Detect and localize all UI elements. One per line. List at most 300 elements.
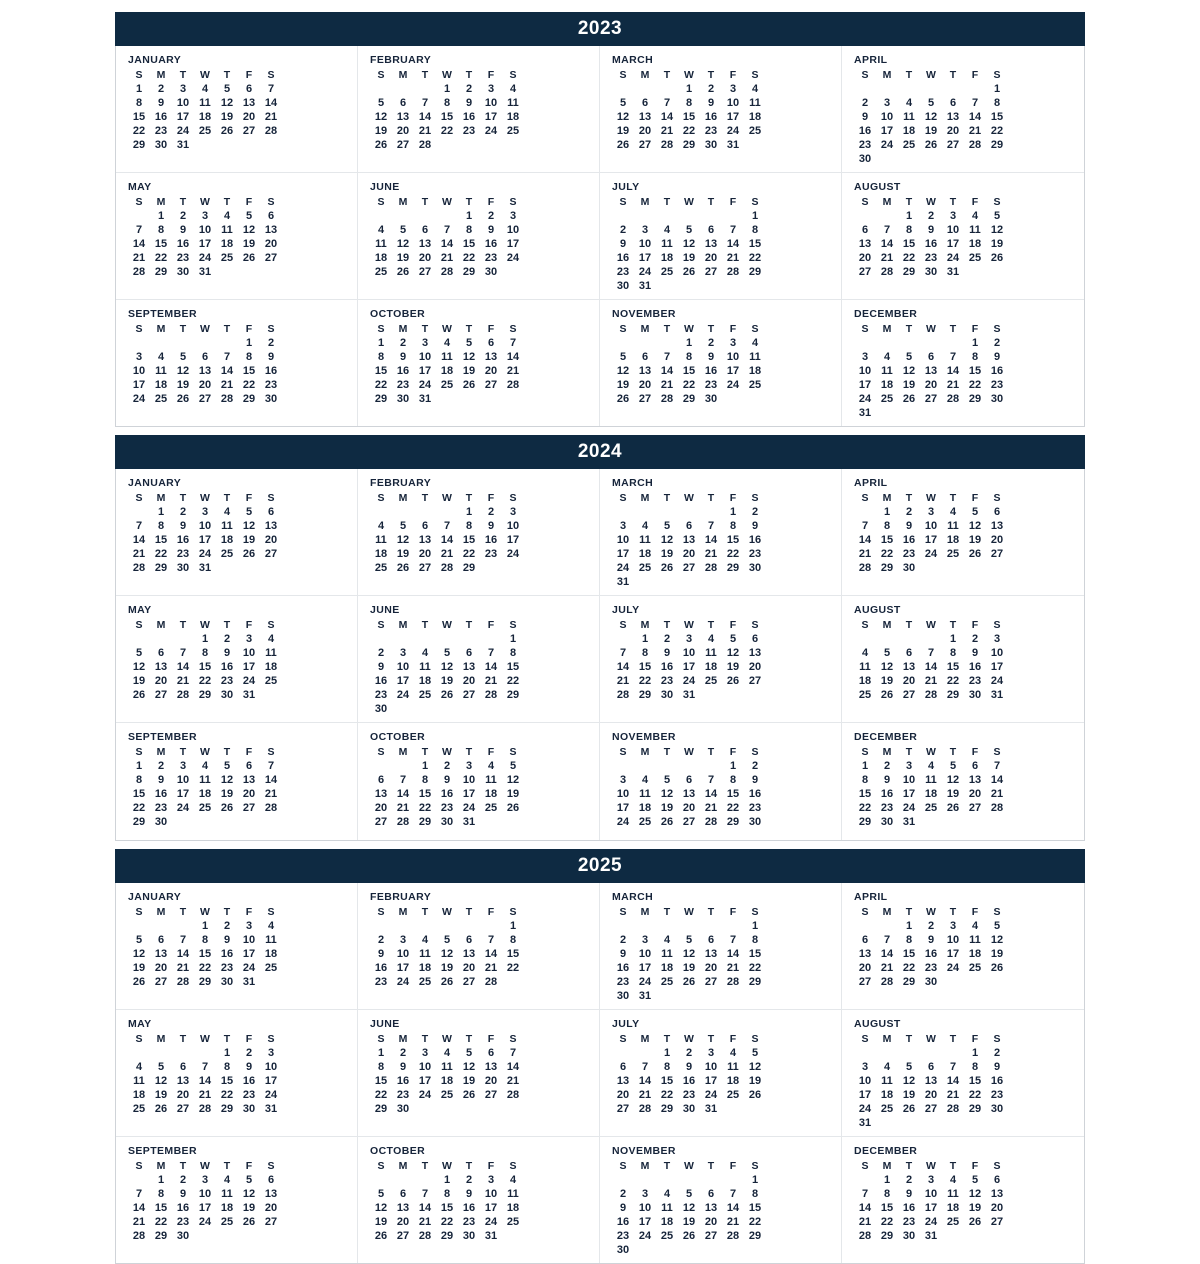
day-cell[interactable]: 11 [881, 365, 893, 377]
day-cell[interactable]: 28 [968, 139, 982, 151]
day-cell[interactable]: 10 [682, 647, 696, 659]
day-cell[interactable]: 12 [396, 238, 410, 250]
day-cell[interactable]: 17 [946, 948, 960, 960]
day-cell[interactable]: 12 [220, 774, 234, 786]
day-cell[interactable]: 31 [638, 990, 652, 1002]
day-cell[interactable]: 17 [484, 111, 498, 123]
day-cell[interactable]: 30 [616, 1244, 630, 1256]
day-cell[interactable]: 12 [924, 111, 938, 123]
day-cell[interactable]: 2 [223, 633, 231, 645]
day-cell[interactable]: 28 [704, 816, 718, 828]
day-cell[interactable]: 4 [751, 83, 759, 95]
day-cell[interactable]: 7 [443, 224, 451, 236]
day-cell[interactable]: 2 [883, 760, 891, 772]
month-cell-may-2024[interactable] [116, 596, 358, 723]
day-cell[interactable]: 14 [132, 238, 146, 250]
day-cell[interactable]: 16 [924, 238, 938, 250]
day-cell[interactable]: 6 [245, 760, 253, 772]
day-cell[interactable]: 22 [726, 548, 740, 560]
day-cell[interactable]: 2 [223, 920, 231, 932]
day-cell[interactable]: 6 [641, 97, 649, 109]
day-cell[interactable]: 4 [487, 760, 495, 772]
day-cell[interactable]: 22 [198, 962, 212, 974]
day-cell[interactable]: 27 [858, 976, 872, 988]
day-cell[interactable]: 16 [682, 1075, 696, 1087]
day-cell[interactable]: 2 [443, 760, 451, 772]
day-cell[interactable]: 24 [484, 125, 498, 137]
day-cell[interactable]: 27 [638, 139, 652, 151]
day-cell[interactable]: 30 [748, 816, 762, 828]
day-cell[interactable]: 16 [462, 111, 476, 123]
day-cell[interactable]: 21 [506, 365, 520, 377]
day-cell[interactable]: 23 [748, 548, 762, 560]
day-cell[interactable]: 10 [264, 1061, 278, 1073]
day-cell[interactable]: 4 [421, 647, 429, 659]
day-cell[interactable]: 8 [971, 1061, 979, 1073]
day-cell[interactable]: 25 [264, 962, 278, 974]
day-cell[interactable]: 13 [946, 111, 960, 123]
day-cell[interactable]: 16 [704, 111, 718, 123]
day-cell[interactable]: 22 [990, 125, 1004, 137]
day-cell[interactable]: 7 [949, 351, 957, 363]
day-cell[interactable]: 26 [968, 548, 982, 560]
day-cell[interactable]: 15 [154, 1202, 168, 1214]
day-cell[interactable]: 13 [374, 788, 388, 800]
day-cell[interactable]: 12 [374, 1202, 388, 1214]
day-cell[interactable]: 27 [264, 548, 278, 560]
day-cell[interactable]: 28 [704, 562, 718, 574]
day-cell[interactable]: 16 [176, 534, 190, 546]
day-cell[interactable]: 24 [682, 675, 696, 687]
day-cell[interactable]: 15 [374, 365, 388, 377]
day-cell[interactable]: 13 [990, 1188, 1004, 1200]
day-cell[interactable]: 28 [132, 266, 146, 278]
day-cell[interactable]: 10 [726, 351, 740, 363]
day-cell[interactable]: 21 [660, 379, 674, 391]
day-cell[interactable]: 2 [399, 1047, 407, 1059]
day-cell[interactable]: 25 [418, 689, 432, 701]
day-cell[interactable]: 6 [399, 97, 407, 109]
day-cell[interactable]: 9 [993, 351, 1001, 363]
day-cell[interactable]: 18 [638, 548, 652, 560]
day-cell[interactable]: 2 [619, 224, 627, 236]
day-cell[interactable]: 5 [993, 210, 1001, 222]
day-cell[interactable]: 13 [484, 1061, 498, 1073]
day-cell[interactable]: 21 [418, 125, 432, 137]
day-cell[interactable]: 30 [176, 1230, 190, 1242]
day-cell[interactable]: 8 [245, 351, 253, 363]
day-cell[interactable]: 21 [946, 379, 960, 391]
day-cell[interactable]: 6 [685, 520, 693, 532]
day-cell[interactable]: 10 [396, 661, 410, 673]
day-cell[interactable]: 17 [616, 802, 630, 814]
day-cell[interactable]: 6 [619, 1061, 627, 1073]
day-cell[interactable]: 11 [661, 1202, 673, 1214]
day-cell[interactable]: 14 [880, 238, 894, 250]
day-cell[interactable]: 7 [861, 520, 869, 532]
day-cell[interactable]: 22 [154, 252, 168, 264]
day-cell[interactable]: 7 [487, 647, 495, 659]
day-cell[interactable]: 9 [223, 934, 231, 946]
day-cell[interactable]: 16 [176, 1202, 190, 1214]
day-cell[interactable]: 17 [264, 1075, 278, 1087]
day-cell[interactable]: 31 [176, 139, 190, 151]
day-cell[interactable]: 6 [487, 337, 495, 349]
day-cell[interactable]: 26 [902, 393, 916, 405]
day-cell[interactable]: 23 [220, 675, 234, 687]
day-cell[interactable]: 8 [465, 520, 473, 532]
day-cell[interactable]: 26 [396, 266, 410, 278]
day-cell[interactable]: 12 [374, 111, 388, 123]
day-cell[interactable]: 8 [905, 934, 913, 946]
day-cell[interactable]: 4 [135, 1061, 143, 1073]
day-cell[interactable]: 1 [729, 506, 737, 518]
day-cell[interactable]: 18 [660, 962, 674, 974]
day-cell[interactable]: 13 [924, 1075, 938, 1087]
day-cell[interactable]: 18 [198, 788, 212, 800]
day-cell[interactable]: 18 [418, 962, 432, 974]
day-cell[interactable]: 5 [135, 647, 143, 659]
day-cell[interactable]: 7 [949, 1061, 957, 1073]
day-cell[interactable]: 17 [198, 1202, 212, 1214]
day-cell[interactable]: 11 [419, 948, 431, 960]
day-cell[interactable]: 15 [946, 661, 960, 673]
month-cell-july-2024[interactable] [600, 596, 842, 723]
day-cell[interactable]: 1 [421, 760, 429, 772]
day-cell[interactable]: 11 [661, 948, 673, 960]
day-cell[interactable]: 6 [993, 506, 1001, 518]
month-cell-april-2023[interactable] [842, 46, 1084, 173]
day-cell[interactable]: 21 [946, 1089, 960, 1101]
day-cell[interactable]: 6 [993, 1174, 1001, 1186]
day-cell[interactable]: 24 [638, 266, 652, 278]
day-cell[interactable]: 1 [509, 920, 517, 932]
day-cell[interactable]: 29 [726, 562, 740, 574]
day-cell[interactable]: 5 [245, 506, 253, 518]
day-cell[interactable]: 5 [883, 647, 891, 659]
day-cell[interactable]: 22 [660, 1089, 674, 1101]
day-cell[interactable]: 11 [969, 934, 981, 946]
month-cell-october-2023[interactable] [358, 300, 600, 426]
day-cell[interactable]: 23 [154, 125, 168, 137]
day-cell[interactable]: 30 [704, 139, 718, 151]
month-cell-september-2025[interactable] [116, 1137, 358, 1263]
day-cell[interactable]: 2 [267, 337, 275, 349]
day-cell[interactable]: 23 [682, 1089, 696, 1101]
month-cell-july-2025[interactable] [600, 1010, 842, 1137]
day-cell[interactable]: 8 [729, 774, 737, 786]
day-cell[interactable]: 28 [484, 689, 498, 701]
day-cell[interactable]: 12 [946, 774, 960, 786]
day-cell[interactable]: 12 [660, 788, 674, 800]
day-cell[interactable]: 30 [968, 689, 982, 701]
day-cell[interactable]: 20 [924, 1089, 938, 1101]
day-cell[interactable]: 2 [663, 633, 671, 645]
day-cell[interactable]: 7 [509, 1047, 517, 1059]
day-cell[interactable]: 2 [179, 506, 187, 518]
day-cell[interactable]: 8 [377, 351, 385, 363]
day-cell[interactable]: 7 [223, 351, 231, 363]
day-cell[interactable]: 7 [883, 224, 891, 236]
day-cell[interactable]: 5 [377, 1188, 385, 1200]
day-cell[interactable]: 25 [220, 548, 234, 560]
day-cell[interactable]: 16 [220, 948, 234, 960]
day-cell[interactable]: 2 [179, 1174, 187, 1186]
day-cell[interactable]: 9 [157, 97, 165, 109]
day-cell[interactable]: 14 [440, 238, 454, 250]
day-cell[interactable]: 28 [264, 125, 278, 137]
day-cell[interactable]: 10 [990, 647, 1004, 659]
day-cell[interactable]: 3 [905, 760, 913, 772]
day-cell[interactable]: 7 [729, 1188, 737, 1200]
day-cell[interactable]: 18 [484, 788, 498, 800]
day-cell[interactable]: 12 [616, 365, 630, 377]
day-cell[interactable]: 13 [154, 661, 168, 673]
day-cell[interactable]: 31 [858, 1117, 872, 1129]
day-cell[interactable]: 5 [685, 1188, 693, 1200]
day-cell[interactable]: 2 [487, 506, 495, 518]
day-cell[interactable]: 21 [858, 1216, 872, 1228]
day-cell[interactable]: 17 [638, 252, 652, 264]
day-cell[interactable]: 15 [506, 948, 520, 960]
day-cell[interactable]: 1 [751, 920, 759, 932]
day-cell[interactable]: 7 [707, 520, 715, 532]
day-cell[interactable]: 14 [616, 661, 630, 673]
day-cell[interactable]: 11 [903, 111, 915, 123]
day-cell[interactable]: 26 [396, 562, 410, 574]
day-cell[interactable]: 7 [663, 351, 671, 363]
day-cell[interactable]: 28 [220, 393, 234, 405]
day-cell[interactable]: 22 [462, 548, 476, 560]
day-cell[interactable]: 28 [176, 976, 190, 988]
day-cell[interactable]: 19 [902, 379, 916, 391]
day-cell[interactable]: 11 [947, 520, 959, 532]
day-cell[interactable]: 2 [707, 83, 715, 95]
day-cell[interactable]: 20 [154, 962, 168, 974]
day-cell[interactable]: 14 [396, 788, 410, 800]
day-cell[interactable]: 29 [198, 689, 212, 701]
day-cell[interactable]: 25 [660, 266, 674, 278]
day-cell[interactable]: 26 [374, 139, 388, 151]
day-cell[interactable]: 17 [924, 1202, 938, 1214]
day-cell[interactable]: 15 [990, 111, 1004, 123]
day-cell[interactable]: 13 [682, 534, 696, 546]
day-cell[interactable]: 20 [616, 1089, 630, 1101]
day-cell[interactable]: 21 [440, 252, 454, 264]
month-cell-june-2024[interactable] [358, 596, 600, 723]
day-cell[interactable]: 27 [682, 562, 696, 574]
day-cell[interactable]: 24 [924, 1216, 938, 1228]
day-cell[interactable]: 21 [726, 1216, 740, 1228]
day-cell[interactable]: 8 [641, 647, 649, 659]
day-cell[interactable]: 18 [132, 1089, 146, 1101]
day-cell[interactable]: 10 [198, 1188, 212, 1200]
day-cell[interactable]: 19 [506, 788, 520, 800]
day-cell[interactable]: 17 [682, 661, 696, 673]
day-cell[interactable]: 18 [968, 948, 982, 960]
day-cell[interactable]: 27 [924, 393, 938, 405]
day-cell[interactable]: 3 [861, 351, 869, 363]
day-cell[interactable]: 7 [487, 934, 495, 946]
month-cell-september-2024[interactable] [116, 723, 358, 840]
day-cell[interactable]: 3 [641, 1188, 649, 1200]
day-cell[interactable]: 21 [880, 252, 894, 264]
day-cell[interactable]: 9 [443, 774, 451, 786]
day-cell[interactable]: 4 [883, 1061, 891, 1073]
day-cell[interactable]: 22 [374, 1089, 388, 1101]
day-cell[interactable]: 9 [179, 520, 187, 532]
day-cell[interactable]: 17 [506, 238, 520, 250]
day-cell[interactable]: 10 [704, 1061, 718, 1073]
day-cell[interactable]: 6 [685, 774, 693, 786]
day-cell[interactable]: 25 [880, 393, 894, 405]
day-cell[interactable]: 8 [971, 351, 979, 363]
day-cell[interactable]: 1 [135, 760, 143, 772]
day-cell[interactable]: 26 [132, 689, 146, 701]
day-cell[interactable]: 15 [726, 534, 740, 546]
day-cell[interactable]: 23 [616, 266, 630, 278]
day-cell[interactable]: 31 [946, 266, 960, 278]
day-cell[interactable]: 16 [704, 365, 718, 377]
day-cell[interactable]: 5 [905, 1061, 913, 1073]
day-cell[interactable]: 28 [660, 393, 674, 405]
day-cell[interactable]: 22 [374, 379, 388, 391]
day-cell[interactable]: 22 [748, 252, 762, 264]
day-cell[interactable]: 23 [396, 379, 410, 391]
day-cell[interactable]: 10 [418, 1061, 432, 1073]
day-cell[interactable]: 18 [220, 534, 234, 546]
day-cell[interactable]: 4 [267, 633, 275, 645]
day-cell[interactable]: 6 [245, 83, 253, 95]
day-cell[interactable]: 15 [748, 1202, 762, 1214]
day-cell[interactable]: 15 [154, 238, 168, 250]
day-cell[interactable]: 15 [726, 788, 740, 800]
day-cell[interactable]: 7 [267, 760, 275, 772]
day-cell[interactable]: 19 [396, 252, 410, 264]
day-cell[interactable]: 28 [990, 802, 1004, 814]
day-cell[interactable]: 31 [462, 816, 476, 828]
day-cell[interactable]: 23 [968, 675, 982, 687]
day-cell[interactable]: 31 [198, 266, 212, 278]
day-cell[interactable]: 17 [506, 534, 520, 546]
day-cell[interactable]: 4 [729, 1047, 737, 1059]
day-cell[interactable]: 23 [902, 1216, 916, 1228]
day-cell[interactable]: 18 [946, 534, 960, 546]
day-cell[interactable]: 30 [154, 139, 168, 151]
day-cell[interactable]: 13 [264, 224, 278, 236]
day-cell[interactable]: 20 [858, 962, 872, 974]
day-cell[interactable]: 24 [242, 962, 256, 974]
day-cell[interactable]: 26 [748, 1089, 762, 1101]
day-cell[interactable]: 2 [751, 760, 759, 772]
day-cell[interactable]: 20 [462, 962, 476, 974]
day-cell[interactable]: 7 [399, 774, 407, 786]
day-cell[interactable]: 5 [971, 1174, 979, 1186]
day-cell[interactable]: 10 [506, 224, 520, 236]
day-cell[interactable]: 20 [374, 802, 388, 814]
day-cell[interactable]: 9 [377, 661, 385, 673]
day-cell[interactable]: 27 [990, 548, 1004, 560]
day-cell[interactable]: 3 [179, 760, 187, 772]
day-cell[interactable]: 28 [440, 266, 454, 278]
day-cell[interactable]: 12 [902, 1075, 916, 1087]
day-cell[interactable]: 18 [506, 1202, 520, 1214]
day-cell[interactable]: 6 [179, 1061, 187, 1073]
day-cell[interactable]: 24 [858, 1103, 872, 1115]
day-cell[interactable]: 26 [946, 802, 960, 814]
day-cell[interactable]: 22 [154, 1216, 168, 1228]
day-cell[interactable]: 27 [748, 675, 762, 687]
day-cell[interactable]: 19 [132, 962, 146, 974]
day-cell[interactable]: 31 [682, 689, 696, 701]
day-cell[interactable]: 3 [267, 1047, 275, 1059]
day-cell[interactable]: 8 [883, 520, 891, 532]
day-cell[interactable]: 22 [726, 802, 740, 814]
day-cell[interactable]: 27 [154, 689, 168, 701]
day-cell[interactable]: 22 [132, 802, 146, 814]
day-cell[interactable]: 25 [858, 689, 872, 701]
day-cell[interactable]: 10 [506, 520, 520, 532]
day-cell[interactable]: 13 [264, 1188, 278, 1200]
day-cell[interactable]: 14 [924, 661, 938, 673]
day-cell[interactable]: 27 [990, 1216, 1004, 1228]
day-cell[interactable]: 25 [638, 816, 652, 828]
day-cell[interactable]: 1 [883, 506, 891, 518]
day-cell[interactable]: 4 [707, 633, 715, 645]
day-cell[interactable]: 30 [220, 976, 234, 988]
day-cell[interactable]: 11 [441, 1061, 453, 1073]
day-cell[interactable]: 14 [990, 774, 1004, 786]
day-cell[interactable]: 30 [660, 689, 674, 701]
day-cell[interactable]: 29 [682, 139, 696, 151]
day-cell[interactable]: 14 [946, 1075, 960, 1087]
day-cell[interactable]: 17 [176, 111, 190, 123]
day-cell[interactable]: 4 [971, 920, 979, 932]
day-cell[interactable]: 19 [374, 1216, 388, 1228]
day-cell[interactable]: 20 [858, 252, 872, 264]
day-cell[interactable]: 26 [242, 1216, 256, 1228]
day-cell[interactable]: 23 [264, 379, 278, 391]
day-cell[interactable]: 2 [157, 760, 165, 772]
day-cell[interactable]: 23 [396, 1089, 410, 1101]
day-cell[interactable]: 12 [462, 351, 476, 363]
day-cell[interactable]: 12 [968, 1188, 982, 1200]
day-cell[interactable]: 26 [374, 1230, 388, 1242]
day-cell[interactable]: 28 [396, 816, 410, 828]
day-cell[interactable]: 26 [924, 139, 938, 151]
day-cell[interactable]: 11 [375, 534, 387, 546]
day-cell[interactable]: 21 [924, 675, 938, 687]
day-cell[interactable]: 28 [418, 139, 432, 151]
day-cell[interactable]: 27 [638, 393, 652, 405]
day-cell[interactable]: 3 [619, 520, 627, 532]
day-cell[interactable]: 15 [968, 1075, 982, 1087]
day-cell[interactable]: 17 [990, 661, 1004, 673]
day-cell[interactable]: 21 [132, 548, 146, 560]
day-cell[interactable]: 10 [198, 224, 212, 236]
day-cell[interactable]: 6 [927, 351, 935, 363]
day-cell[interactable]: 29 [374, 393, 388, 405]
day-cell[interactable]: 14 [132, 1202, 146, 1214]
day-cell[interactable]: 15 [132, 111, 146, 123]
day-cell[interactable]: 29 [418, 816, 432, 828]
day-cell[interactable]: 27 [462, 689, 476, 701]
day-cell[interactable]: 4 [443, 337, 451, 349]
day-cell[interactable]: 30 [990, 393, 1004, 405]
day-cell[interactable]: 22 [682, 379, 696, 391]
day-cell[interactable]: 29 [132, 816, 146, 828]
day-cell[interactable]: 9 [465, 97, 473, 109]
